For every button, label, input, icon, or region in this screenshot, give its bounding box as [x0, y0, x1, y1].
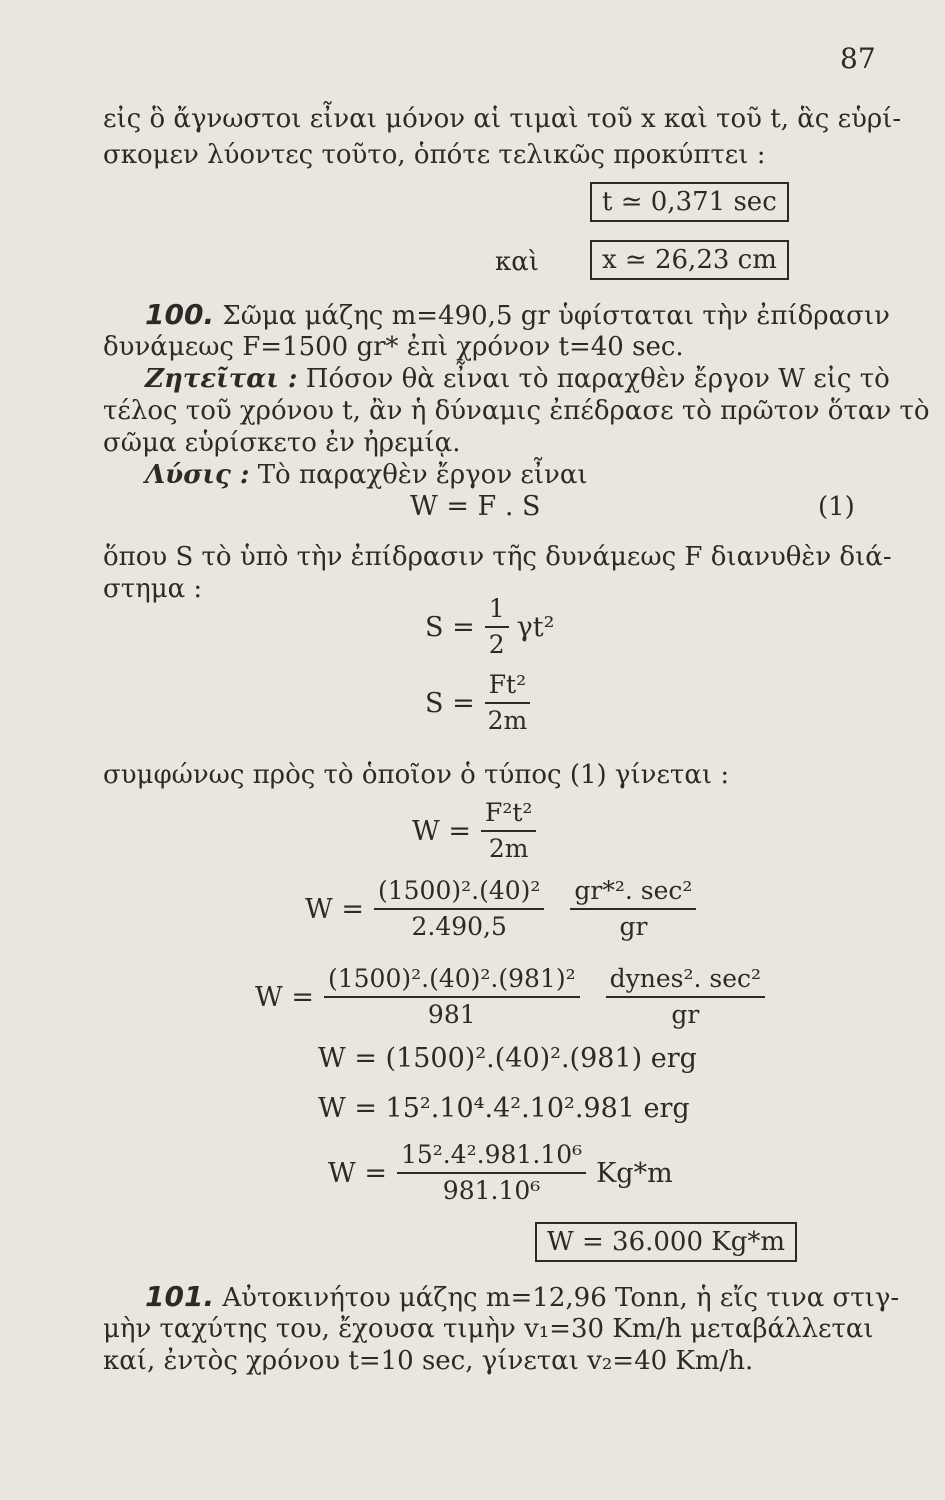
w3-unit-denominator: gr [671, 1000, 700, 1029]
w1-lhs: W = [412, 815, 471, 847]
s2-denominator: 2m [487, 706, 528, 735]
w2-unit-denominator: gr [619, 912, 648, 941]
intro-line-2: σκομεν λύοντες τοῦτο, ὁπότε τελικῶς προκύπτει : [103, 140, 766, 170]
w3-denominator: 981 [427, 1000, 476, 1029]
w2-fraction [374, 876, 544, 942]
s2-fraction [485, 670, 530, 736]
problem-100-text-3: Πόσον θὰ εἶναι τὸ παραχθὲν ἔργον W εἰς τὸ [305, 364, 890, 394]
accord-line: συμφώνως πρὸς τὸ ὁποῖον ὁ τύπος (1) γίνεται : [103, 760, 730, 790]
w3-numerator: (1500)².(40)².(981)² [324, 964, 580, 998]
w3-unit-fraction [606, 964, 765, 1030]
w1-numerator: F²t² [481, 798, 536, 832]
s2-numerator: Ft² [485, 670, 530, 704]
w6-fraction [397, 1140, 586, 1206]
equation-1-tag: (1) [818, 492, 855, 522]
lysis-text: Τὸ παραχθὲν ἔργον εἶναι [257, 460, 588, 490]
s2-lhs: S = [425, 687, 475, 719]
equation-w3 [255, 964, 765, 1030]
problem-100-number: 100. [145, 298, 215, 331]
w2-numerator: (1500)².(40)² [374, 876, 544, 910]
where-line-1: ὅπου S τὸ ὑπὸ τὴν ἐπίδρασιν τῆς δυνάμεως F διανυθὲν διά- [103, 542, 892, 572]
s1-denominator: 2 [488, 630, 505, 659]
equation-s1 [425, 594, 554, 660]
w6-unit: Kg*m [596, 1157, 673, 1189]
w6-lhs: W = [328, 1157, 387, 1189]
equation-w1 [412, 798, 536, 864]
s1-fraction [485, 594, 509, 660]
problem-101-text-1: Αὐτοκινήτου μάζης m=12,96 Tonn, ἡ εἴς τινα στιγ- [222, 1283, 900, 1313]
w3-lhs: W = [255, 981, 314, 1013]
lysis-label: Λύσις : [145, 460, 250, 490]
problem-101-line-3: καί, ἐντὸς χρόνου t=10 sec, γίνεται v₂=40 Km/h. [103, 1346, 754, 1376]
w2-lhs: W = [305, 893, 364, 925]
problem-100-line-3 [145, 362, 890, 396]
w2-unit-numerator: gr*². sec² [570, 876, 696, 910]
result-t-box: t ≃ 0,371 sec [590, 182, 789, 222]
final-result-box: W = 36.000 Kg*m [535, 1222, 797, 1262]
w3-fraction [324, 964, 580, 1030]
where-line-2: στημα : [103, 574, 203, 604]
equation-1: W = F . S [410, 491, 541, 522]
zhteitai-label: Ζητεῖται : [145, 364, 298, 394]
s1-numerator: 1 [485, 594, 509, 628]
problem-101-line-2: μὴν ταχύτης του, ἔχουσα τιμὴν v₁=30 Km/h μεταβάλλεται [103, 1314, 874, 1344]
kai-label: καὶ [495, 247, 540, 277]
equation-s2 [425, 670, 530, 736]
equation-w4: W = (1500)².(40)².(981) erg [318, 1043, 697, 1074]
w6-denominator: 981.10⁶ [442, 1176, 541, 1205]
result-x-box: x ≃ 26,23 cm [590, 240, 789, 280]
s1-rest: γt² [516, 611, 555, 643]
w2-denominator: 2.490,5 [411, 912, 507, 941]
problem-101-line-1 [145, 1280, 899, 1315]
problem-100-line-1 [145, 298, 890, 333]
w1-fraction [481, 798, 536, 864]
problem-100-line-4: τέλος τοῦ χρόνου t, ἂν ἡ δύναμις ἐπέδρασε τὸ πρῶτον ὅταν τὸ [103, 396, 930, 426]
equation-w6 [328, 1140, 673, 1206]
problem-100-line-2: δυνάμεως F=1500 gr* ἐπὶ χρόνον t=40 sec. [103, 332, 684, 362]
problem-100-line-5: σῶμα εὑρίσκετο ἐν ἠρεμίᾳ. [103, 428, 461, 458]
lysis-line [145, 458, 588, 492]
problem-101-number: 101. [145, 1280, 215, 1313]
problem-100-text-1: Σῶμα μάζης m=490,5 gr ὑφίσταται τὴν ἐπίδρασιν [222, 301, 890, 331]
equation-w5: W = 15².10⁴.4².10².981 erg [318, 1093, 690, 1124]
w3-unit-numerator: dynes². sec² [606, 964, 765, 998]
page-number: 87 [840, 42, 876, 75]
w2-unit-fraction [570, 876, 696, 942]
w6-numerator: 15².4².981.10⁶ [397, 1140, 586, 1174]
equation-w2 [305, 876, 696, 942]
w1-denominator: 2m [488, 834, 529, 863]
intro-line-1: εἰς ὃ ἄγνωστοι εἶναι μόνον αἱ τιμαὶ τοῦ x καὶ τοῦ t, ἃς εὑρί- [103, 104, 902, 134]
s1-lhs: S = [425, 611, 475, 643]
